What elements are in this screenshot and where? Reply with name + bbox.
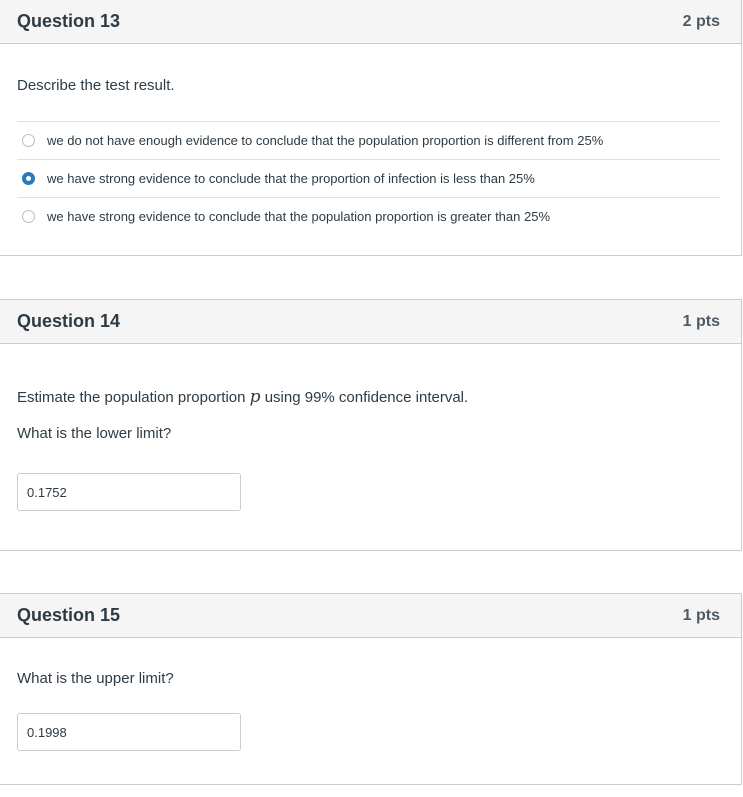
prompt-text-start: Estimate the population proportion xyxy=(17,389,250,406)
question-header xyxy=(0,0,741,44)
question-13 xyxy=(0,0,742,256)
question-points: 1 pts xyxy=(682,606,720,624)
question-title: Question 13 xyxy=(17,11,121,31)
radio-button[interactable] xyxy=(22,210,35,223)
question-body xyxy=(0,670,741,751)
answer-label: we do not have enough evidence to conclude that the population proportion is different from 25% xyxy=(47,133,604,148)
radio-button[interactable] xyxy=(22,134,35,147)
question-prompt: Describe the test result. xyxy=(17,77,175,94)
answer-option-3[interactable] xyxy=(17,197,720,235)
math-variable: p xyxy=(249,387,261,407)
question-header xyxy=(0,300,741,344)
question-title: Question 14 xyxy=(17,311,121,331)
question-points: 1 pts xyxy=(682,312,720,330)
question-15 xyxy=(0,593,742,785)
answer-option-1[interactable] xyxy=(17,121,720,159)
question-14 xyxy=(0,299,742,551)
answer-input[interactable]: 0.1998 xyxy=(17,713,241,751)
question-body xyxy=(0,77,741,235)
answer-list xyxy=(17,121,720,235)
question-subprompt: What is the lower limit? xyxy=(17,425,172,442)
question-prompt xyxy=(17,387,720,407)
answer-option-2[interactable] xyxy=(17,159,720,197)
question-points: 2 pts xyxy=(682,12,720,30)
radio-button-selected[interactable] xyxy=(22,172,35,185)
answer-label: we have strong evidence to conclude that the proportion of infection is less than 25% xyxy=(47,171,535,186)
answer-label: we have strong evidence to conclude that the population proportion is greater than 25% xyxy=(47,209,551,224)
question-prompt: What is the upper limit? xyxy=(17,670,174,687)
answer-input[interactable]: 0.1752 xyxy=(17,473,241,511)
question-body xyxy=(0,387,741,511)
question-header xyxy=(0,594,741,638)
question-title: Question 15 xyxy=(17,605,121,625)
prompt-text-end: using 99% confidence interval. xyxy=(260,389,469,406)
